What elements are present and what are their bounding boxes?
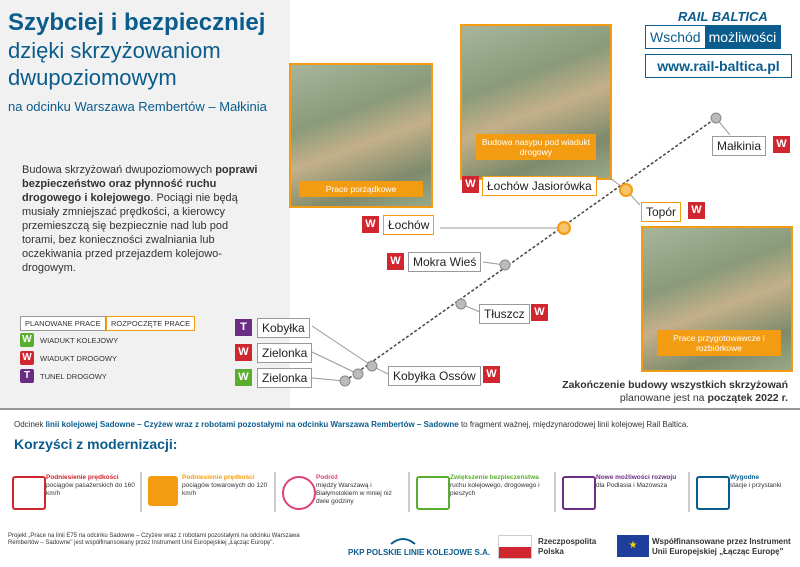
badge-mokra: W xyxy=(387,253,404,270)
eu-line2: Unii Europejskiej „Łącząc Europę" xyxy=(652,547,784,556)
completion-line1: Zakończenie budowy wszystkich skrzyżowań xyxy=(562,379,788,391)
badge-zielonka-2: W xyxy=(235,369,252,386)
marker-lochow xyxy=(558,222,570,234)
eu-flag-icon: ★ xyxy=(617,535,649,557)
legend-badge-rail-viaduct: W xyxy=(20,333,34,347)
legend-label-road-tunnel: TUNEL DROGOWY xyxy=(40,372,107,381)
train-icon xyxy=(12,476,46,510)
marker-mokra xyxy=(500,260,510,270)
rzeczpospolita xyxy=(538,537,596,557)
marker-kobylka xyxy=(367,361,377,371)
leader-zielonka1 xyxy=(312,352,358,374)
station-topor: Topór xyxy=(641,202,681,222)
title-line-2: dzięki skrzyżowaniom xyxy=(8,38,221,63)
rp-line2: Polska xyxy=(538,547,564,556)
photo-caption-2: Budowa nasypu pod wiadukt drogowy xyxy=(476,134,596,160)
badge-kobylka: T xyxy=(235,319,252,336)
benefit-6-bold: Wygodne xyxy=(730,474,760,481)
marker-malkinia xyxy=(711,113,721,123)
benefit-freight-speed xyxy=(140,472,270,512)
badge-malkinia: W xyxy=(773,136,790,153)
rail-baltica-logo: RAIL BALTICA xyxy=(678,9,768,24)
benefit-3-bold: Podróż xyxy=(316,474,339,481)
legend-badge-road-viaduct: W xyxy=(20,351,34,365)
eu-line1: Współfinansowane przez Instrument xyxy=(652,537,791,546)
separator xyxy=(0,408,800,410)
info-a: Odcinek xyxy=(14,420,46,429)
benefit-1-bold: Podniesienie prędkości xyxy=(46,474,119,481)
rp-line1: Rzeczpospolita xyxy=(538,537,597,546)
brand-wschod: Wschód xyxy=(646,26,705,48)
growth-chart-icon xyxy=(562,476,596,510)
benefit-travel-time xyxy=(274,472,404,512)
badge-topor: W xyxy=(688,202,705,219)
station-lochow-jasiorowka: Łochów Jasiorówka xyxy=(482,176,597,196)
benefit-5-bold: Nowe możliwości rozwoju xyxy=(596,474,677,481)
freight-train-icon xyxy=(148,476,178,506)
badge-kobylka-ossow: W xyxy=(483,366,500,383)
benefit-safety xyxy=(408,472,550,512)
info-c: to fragment ważnej, międzynarodowej linii kolejowej Rail Baltica. xyxy=(458,420,689,429)
marker-lochow-jas xyxy=(620,184,632,196)
benefit-5-text: dla Podlasia i Mazowsza xyxy=(596,482,668,489)
website-link[interactable]: www.rail-baltica.pl xyxy=(645,54,792,78)
leader-kobylka xyxy=(312,326,372,366)
speedometer-icon xyxy=(282,476,316,510)
info-b: linii kolejowej Sadowne – Czyżew wraz z robotami pozostałymi na odcinku Warszawa Rembertów – Sadowne xyxy=(45,420,459,429)
poland-flag-icon xyxy=(498,535,532,559)
benefit-2-text: pociągów towarowych do 120 km/h xyxy=(182,482,268,497)
desc-bold: poprawi bezpieczeństwo oraz płynność ruchu drogowego i kolejowego xyxy=(22,164,258,204)
footer-project: Projekt „Prace na linii E75 na odcinku Sadowne – Czyżew wraz z robotami pozostałymi na odcinku Warszawa Rembertów – Sadowne" jest współfinansowany przez Instrument Unii Europejskiej „Łącząc Europę". xyxy=(8,533,300,546)
railway-line xyxy=(345,118,716,381)
completion-line2 xyxy=(562,392,788,405)
legend-badge-road-tunnel: T xyxy=(20,369,34,383)
title-line-3: dwupoziomowym xyxy=(8,65,177,90)
station-zielonka-1: Zielonka xyxy=(257,343,312,363)
desc-part2: . Pociągi nie będą musiały zmniejszać prędkości, a kierowcy przemieszczą się bezpiecznie nad lub pod torami, bez konieczności zwalniania lub oczekiwania przed przejazdem kolejowo-drogowym. xyxy=(22,192,238,274)
benefit-1-text: pociągów pasażerskich do 160 km/h xyxy=(46,482,135,497)
marker-zielonka2 xyxy=(340,376,350,386)
page-subtitle: na odcinku Warszawa Rembertów – Małkinia xyxy=(8,99,267,114)
station-malkinia: Małkinia xyxy=(712,136,766,156)
completion-date: początek 2022 r. xyxy=(707,392,788,404)
benefit-development xyxy=(554,472,684,512)
badge-tluszcz: W xyxy=(531,304,548,321)
benefit-passenger-speed xyxy=(6,472,134,512)
desc-part1: Budowa skrzyżowań dwupoziomowych xyxy=(22,164,216,176)
legend-started: ROZPOCZĘTE PRACE xyxy=(106,316,195,331)
info-text xyxy=(14,420,794,429)
benefit-stations xyxy=(688,472,800,512)
benefit-4-bold: Zwiększenie bezpieczeństwa xyxy=(450,474,539,481)
page-title: Szybciej i bezpieczniej xyxy=(8,9,266,36)
station-lochow: Łochów xyxy=(383,215,434,235)
station-icon xyxy=(696,476,730,510)
benefit-6-text: stacje i przystanki xyxy=(730,482,782,489)
marker-zielonka1 xyxy=(353,369,363,379)
pkp-name: PKP POLSKIE LINIE KOLEJOWE S.A. xyxy=(348,548,491,557)
benefit-3-text: między Warszawą i Białymstokiem w mniej niż dwie godziny xyxy=(316,482,392,505)
brand-mozliwosci: możliwości xyxy=(705,26,781,48)
legend-label-road-viaduct: WIADUKT DROGOWY xyxy=(40,354,117,363)
station-zielonka-2: Zielonka xyxy=(257,368,312,388)
station-kobylka-ossow: Kobyłka Ossów xyxy=(388,366,481,386)
station-mokra-wies: Mokra Wieś xyxy=(408,252,481,272)
shield-icon xyxy=(416,476,450,510)
pkp-logo-icon xyxy=(390,533,416,545)
benefit-4-text: ruchu kolejowego, drogowego i pieszych xyxy=(450,482,540,497)
completion-note xyxy=(562,379,788,405)
badge-lochow: W xyxy=(362,216,379,233)
legend-label-rail-viaduct: WIADUKT KOLEJOWY xyxy=(40,336,119,345)
eu-cofinanced xyxy=(652,537,791,557)
station-tluszcz: Tłuszcz xyxy=(479,304,530,324)
badge-lochow-jas: W xyxy=(462,176,479,193)
photo-caption-1: Prace porządkowe xyxy=(299,181,423,197)
legend-planned: PLANOWANE PRACE xyxy=(20,316,106,331)
station-kobylka: Kobyłka xyxy=(257,318,310,338)
benefits-title: Korzyści z modernizacji: xyxy=(14,436,178,452)
badge-zielonka-1: W xyxy=(235,344,252,361)
marker-tluszcz xyxy=(456,299,466,309)
benefit-2-bold: Podniesienie prędkości xyxy=(182,474,255,481)
photo-caption-3: Prace przygotowawcze i rozbiórkowe xyxy=(657,330,781,356)
completion-line2a: planowane jest na xyxy=(619,392,708,404)
